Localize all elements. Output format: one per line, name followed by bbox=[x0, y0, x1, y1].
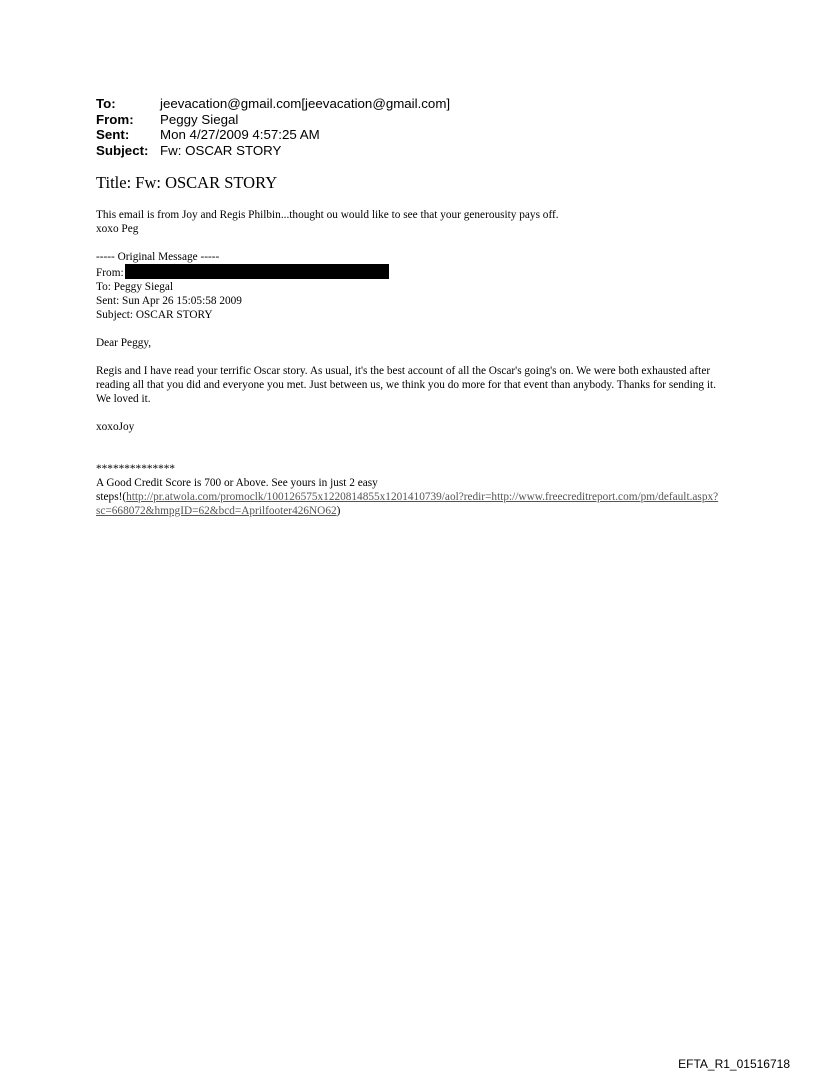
to-label: To: bbox=[96, 96, 116, 111]
letter-signoff: xoxoJoy bbox=[96, 421, 135, 433]
redaction-box bbox=[125, 264, 389, 279]
original-divider: ----- Original Message ----- bbox=[96, 251, 220, 263]
ad-link-line bbox=[96, 490, 721, 518]
intro-line: This email is from Joy and Regis Philbin...thought ou would like to see that your generousity pays off. bbox=[96, 209, 559, 221]
subject-value: Fw: OSCAR STORY bbox=[160, 142, 282, 158]
original-sent-line: Sent: Sun Apr 26 15:05:58 2009 bbox=[96, 295, 242, 307]
subject-label: Subject: bbox=[96, 142, 149, 158]
credit-report-link[interactable]: http://pr.atwola.com/promoclk/100126575x1220814855x1201410739/aol?redir=http://www.freecreditreport.com/pm/default.aspx?sc=668072&hmpgID=62&bcd=Aprilfooter426NO62 bbox=[96, 491, 719, 517]
ad-line: A Good Credit Score is 700 or Above. See yours in just 2 easy bbox=[96, 477, 378, 489]
intro-signoff: xoxo Peg bbox=[96, 223, 139, 235]
sent-label: Sent: bbox=[96, 127, 130, 142]
ad-suffix: ) bbox=[336, 505, 341, 517]
letter-greeting: Dear Peggy, bbox=[96, 337, 152, 349]
header-to-row bbox=[96, 96, 450, 112]
from-label: From: bbox=[96, 111, 134, 127]
email-header bbox=[96, 96, 450, 158]
footer-stars: ************** bbox=[96, 463, 176, 475]
header-subject-row bbox=[96, 143, 450, 159]
document-title: Title: Fw: OSCAR STORY bbox=[96, 173, 278, 192]
to-value: jeevacation@gmail.com[jeevacation@gmail.com] bbox=[160, 96, 451, 111]
email-body bbox=[96, 208, 721, 518]
from-value: Peggy Siegal bbox=[160, 111, 239, 127]
header-from-row bbox=[96, 112, 450, 128]
header-sent-row bbox=[96, 127, 450, 143]
original-from-line bbox=[96, 264, 721, 280]
original-from-label: From: bbox=[96, 267, 124, 279]
ad-prefix: steps!( bbox=[96, 491, 127, 503]
sent-value: Mon 4/27/2009 4:57:25 AM bbox=[160, 127, 320, 142]
original-to-line: To: Peggy Siegal bbox=[96, 281, 174, 293]
document-id: EFTA_R1_01516718 bbox=[678, 1057, 790, 1071]
letter-paragraph: Regis and I have read your terrific Oscar story. As usual, it's the best account of all the Oscar's going's on. We were both exhausted after reading all that you did and everyone you met. Just between us, we think you do more for that event than anybody. Thanks for sending it. We loved it. bbox=[96, 365, 716, 405]
original-subject-line: Subject: OSCAR STORY bbox=[96, 309, 213, 321]
